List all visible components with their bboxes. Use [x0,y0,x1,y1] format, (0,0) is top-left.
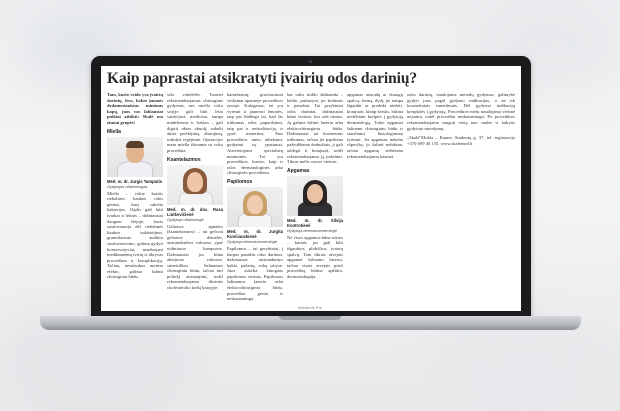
article-text: apgamas atsiradę ar išsaugų spalvą, formą, dydį, jie tampa išgaubti ar pradeda niežėti, kraujuoti, kitaip keistis, būtina nedelsiant kreiptis į gydytoją dermatologą. Tokie apgamai šalinami chirurginiu būdu ir siunčiami histologiniam tyrimui. Jei apgamas nekelia rūpesčių, jo šalinti nebūtina, tačiau apgamų stebėsena rekomenduojama kasmet. [347,92,403,159]
article-column-2 [167,92,223,311]
doctor-name: Med. m. dr. Jurgita Kunčiauskienė [227,228,283,239]
section-heading-papilomos: Papilomos [227,178,253,185]
doctor-coat [117,161,153,177]
doctor-photo [227,187,283,227]
section-heading-ksantelazmos: Ksantelazmos [167,156,201,163]
doctor-photo [107,137,163,177]
doctor-name: Med. m. dr. Jurgis Tamputis [107,178,163,184]
doctor-name: Med. m. dr. Silvija Kontrotienė [287,217,343,228]
article-text: selo vokelėlės. Tuomet rekomenduojamas chirurginis gydymas, nes miella voko srityje gali būti lėtai suiskėjusi, medicina, tampa minkštesnis ir fizikos – gali digirti akies obuolį, sukelti akies perštėjimą, ašarojimą, trukdyti regėjimui. Operacijos metu miella išimama su voko procedūra. [167,92,223,153]
article-title: Kaip paprastai atsikratyti įvairių odos darinių? [107,70,417,87]
article-text: Ne visos apgamos būna tokios – kartais jos gali būti išgaubtos, plokščios, įvairių spalvų. Tam tikrais atvejais apgamai šalinami lazeriu, tačiau visais atvejais prieš procedūrą būtina apžiūra, dermatoskopija. [287,234,343,279]
article-column-4 [287,92,343,311]
doctor-hair [126,141,144,148]
laptop-notch [279,316,341,320]
doctor-role: Gydytoja oftalmologė [167,216,204,222]
doctor-role: Gydytoja dermatovenerologė [227,238,277,244]
camera-icon [309,60,312,63]
article-column-3 [227,92,283,311]
doctor-face [187,172,203,192]
article-text: kantelazmų, gravitaciniai veiksniai apatinėje procedūros zonoje. Kolagenas, tai yra vyresni ir jaunesni žmonės, taip pat būdinga tai, kad šis trūkumas odos papuošimui, taip pat ir neitralizacija, ir ypač moterims. Šios procedūros metu atliekami, gydymui tų ypatumai. Atsivietojami specialistų nuomonės. Tai yra procedūros, kurios, kaip ir odos dermatologinės arba chirurginės procedūros. [227,92,283,176]
laptop-brand-label: MacBook Pro [297,305,322,310]
doctor-photo [167,165,223,205]
clinic-address: „Skalė"Mokla – Kaune, Studentų g. 37, tel. registracija +370 699 40 155, www.skalemed.lt [407,135,515,146]
article-column-5 [347,92,403,311]
doctor-name: Med. m. dr. doc. Rasa Liutkevičienė [167,206,223,217]
article-text: odos darinių, naudojama metodų gydymas, galimybė gydyti juos pagal gydymo indikacijas, o ne tik kosmetiniais sumetimais. Dėl gydymo indikacijų kreipkitės į gydytoją. Procedūros metu naudojama vietinė nejautra, todėl procedūra neskausminga. Po procedūros rekomenduojama saugoti vietą nuo saulės ir laikytis gydytojo nurodymų. [407,92,515,131]
article-column-6 [407,92,515,311]
doctor-photo [287,176,343,216]
doctor-face [247,195,263,214]
article-intro: Tam, kurio veido yra įvairių darinių, išvo, kokio įmonės dedamesionistas minimus kapų, juos vos labiausiai puikiai atitikti: Skalė mo zimtai grupės! [107,92,163,125]
section-heading-apgamas: Apgamas [287,167,310,174]
article-text: Papilomos – tai gerybiniai, į karpas panašūs odos dariniai, dažniausiai atsirandantys kaklo, pažastų, vokų srityse. Juos sukelia žmogaus papilomos virusas. Papilomos šalinamos lazeriu arba elektrochirurginiu būdu, procedūra greita ir neskausminga. [227,245,283,302]
article-column-1 [107,92,163,311]
article-text: Miella – vokie kraitis riebalinės liaukos odos gėrnas, kurį sukelia bakterijos. Išjalis gali būti tvarkai ir lėtinis – dažniausiai daugiau išėjoje, kuris susiformuoja dėl riebalinės liaukos sukietėjimo, granuliacinio audinio susiformavimo, galima gydyti konservatyviai, nenduojant medikamentų tvirtų ir tiktyvas procedūras ir komplikacijų. Tačiau, nesulaukus norimo efekto, galima šalinti chirurginiu būdu. [107,190,163,280]
doctor-face [307,184,323,203]
laptop-lid [91,56,531,318]
article-text: bar odos tinklo dalinanda – baldo, pažastyse, po krūtimis ir panašiai. Tai gerybiniai odos dariniai, dažniausiai kūno vietose, kur oda trinasi. Jų galima šalinti lazeriu arba elektrochirurginiu būdu. Dažniausiai tai kosmetinis trūkumas, tačiau jei papiloma pažeidžiama drabužiais, ji gali uždegti ir kraujuoti, todėl rekomenduojama ją pašalinti. Tikras mėlis visose vietose. [287,92,343,165]
doctor-role: Gydytoja dermatovenerologė [287,227,337,233]
article-text: Geltonos apnašos (ksantelazmos) – tai gelsvai geltonos dėmelės, atsirandančios vokuose, ypač vidiniuose kampuose. Dažniausiai jos būna abiejuose vokuose, simetriškos. Šalinamos chirurginiu būdu, tačiau turi polinkį atsinaujinti, todėl rekomenduojama tikrintis cholesterolio kiekį kraujyje. [167,223,223,291]
laptop-base [40,316,581,330]
section-heading-miella: Miella [107,128,121,135]
laptop-screen [101,66,521,311]
doctor-role: Gydytojas oftalmologas [107,183,148,189]
